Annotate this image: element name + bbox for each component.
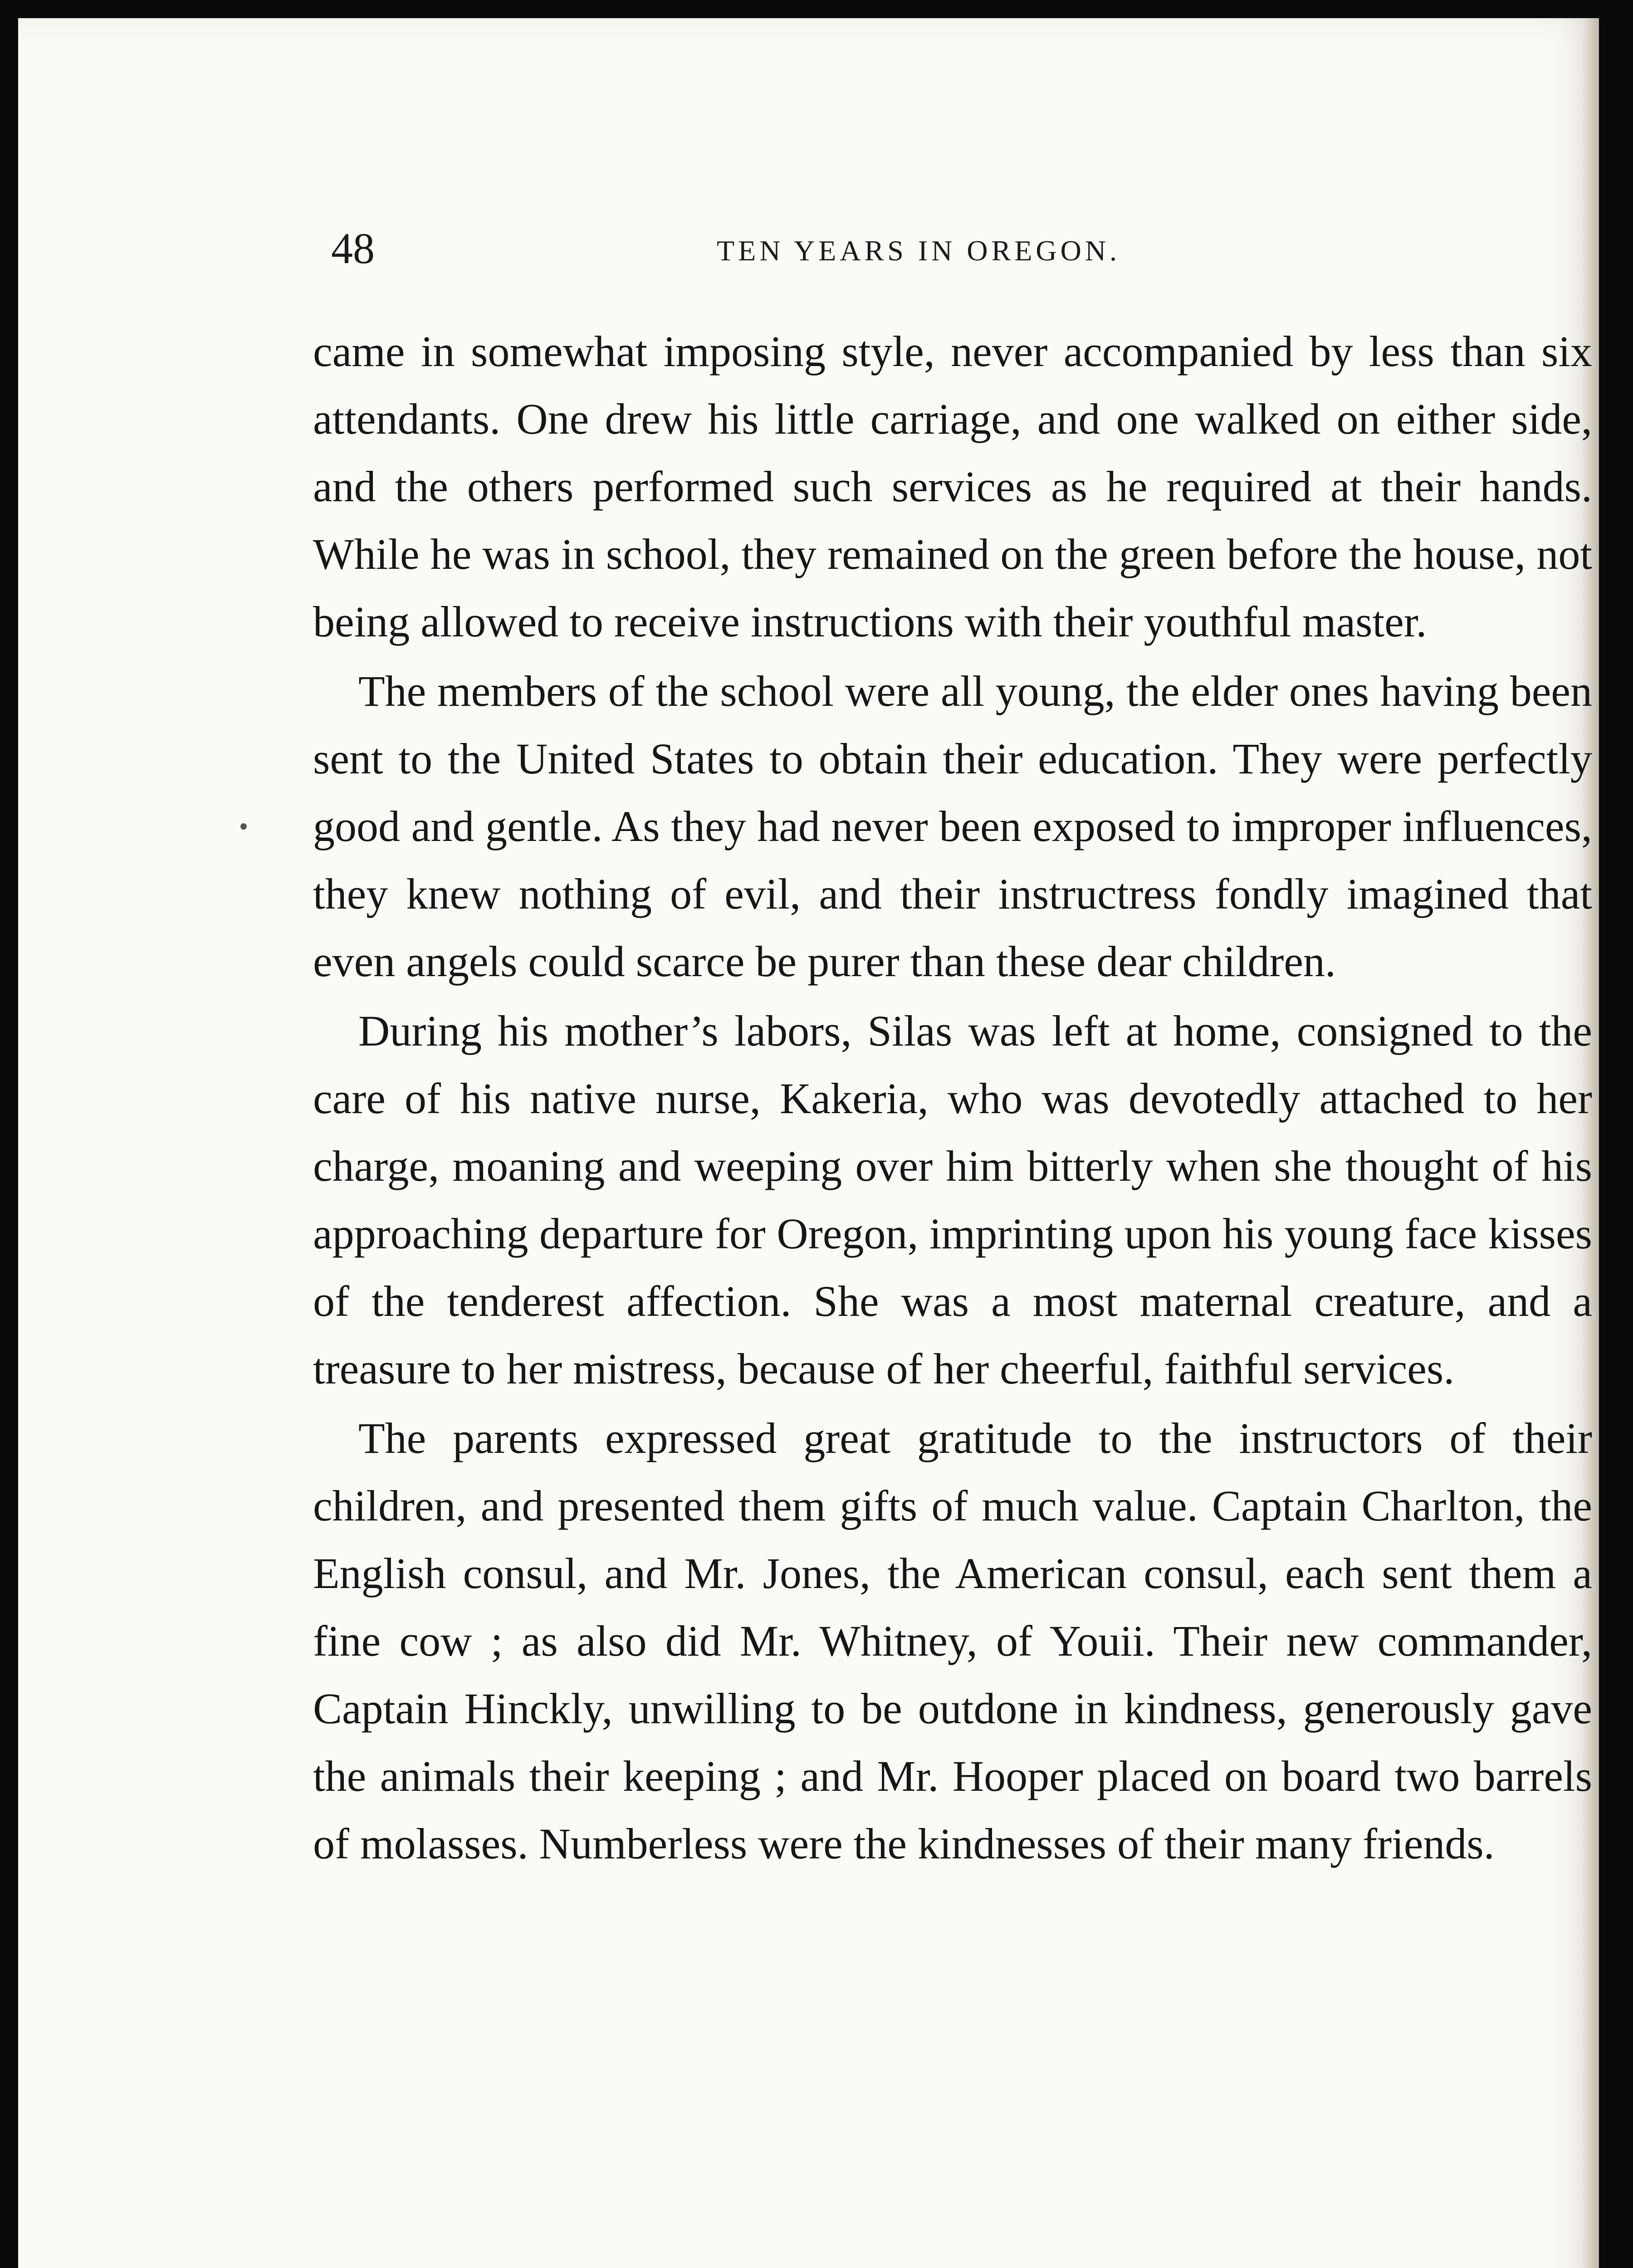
running-title: TEN YEARS IN OREGON. — [717, 235, 1121, 267]
paragraph: During his mother’s labors, Silas was left at home, consigned to the care of his native nurse, Kakeria, who was devotedly attached to her charge, moaning and weeping over him bitterly when she thought of his approaching departure for Oregon, imprinting upon his young face kisses of the tenderest affection. She was a most maternal creature, and a treasure to her mistress, because of her cheerful, faithful services. — [313, 1007, 1592, 1393]
running-head — [331, 221, 1597, 276]
page-number: 48 — [331, 224, 375, 273]
paragraph: came in somewhat imposing style, never accompanied by less than six attendants. One drew his little carriage, and one walked on either side, and the others performed such services as he required at their hands. While he was in school, they remained on the green before the house, not being allowed to receive instructions with their youthful master. — [313, 327, 1592, 646]
ink-speck — [240, 823, 247, 830]
paragraph: The parents expressed great gratitude to the instructors of their children, and presented them gifts of much value. Captain Charlton, the English consul, and Mr. Jones, the American consul, each sent them a fine cow ; as also did Mr. Whitney, of Youii. Their new commander, Captain Hinckly, unwilling to be outdone in kindness, generously gave the animals their keeping ; and Mr. Hooper placed on board two barrels of molasses. Numberless were the kindnesses of their many friends. — [313, 1414, 1592, 1868]
body-text — [313, 318, 1592, 1877]
paragraph: The members of the school were all young, the elder ones having been sent to the United States to obtain their education. They were perfectly good and gentle. As they had never been exposed to improper influences, they knew nothing of evil, and their instructress fondly imagined that even angels could scarce be purer than these dear children. — [313, 667, 1592, 986]
